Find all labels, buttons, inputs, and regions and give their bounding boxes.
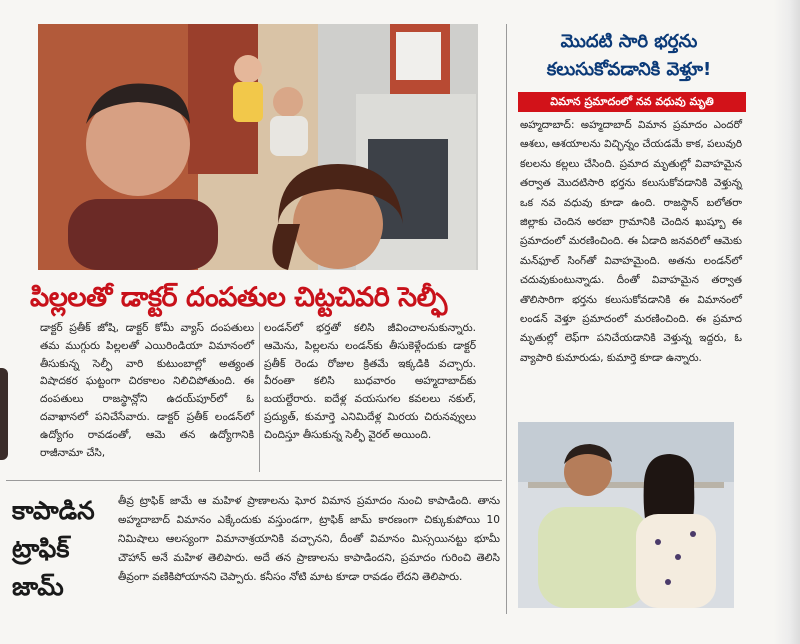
couple-illustration — [518, 422, 734, 608]
adjacent-photo-edge — [0, 368, 8, 460]
main-story-text-2: లండన్‌లో భర్తతో కలిసి జీవించాలనుకున్నారు. ఆమెను, పిల్లలను లండన్‌కు తీసుకెళ్లేందుకు డాక్టర్ ప్రతీక్ రెండు రోజుల క్రితమే ఇక్కడికి వచ్చారు. వీరంతా కలిసి బుధవారం అహ్మదాబాద్‌కు బయల్దేరారు. ఐదేళ్ల వయసుగల కవలలు నకుల్, ప్రద్యుత్, కుమార్తె ఎనిమిదేళ్ల మిరయ చిరునవ్వులు చిందిస్తూ తీసుకున్న సెల్ఫీ వైరల్ అయింది. — [264, 322, 476, 441]
main-story-column-1 — [40, 320, 254, 462]
family-selfie-photo — [38, 24, 478, 270]
main-story-column-2 — [264, 320, 476, 445]
right-headline-line-1: మొదటి సారి భర్తను — [560, 31, 698, 52]
right-story-text: అహ్మదాబాద్: అహ్మదాబాద్ విమాన ప్రమాదం ఎందరో ఆశలు, ఆశయాలను విచ్ఛిన్నం చేయడమే కాక, పలువురి కలలను కల్లలు చేసింది. ప్రమాద మృతుల్లో వివాహమైన తర్వాత మొదటిసారి భర్తను కలుసుకోవడానికి వెళ్తున్న ఒక నవ వధువు కూడా ఉంది. రాజస్థాన్ బలోతరా జిల్లాకు చెందిన అరబా గ్రామానికి చెందిన ఖుష్బూ ఈ ప్రమాదంలో మరణించింది. ఈ ఏడాది జనవరిలో ఆమెకు మన్‌ఫూల్ సింగ్‌తో వివాహమైంది. అతను లండన్‌లో చదువుకుంటున్నాడు. దీంతో వివాహమైన తర్వాత తొలిసారిగా భర్తను కలుసుకోవడానికి ఈ విమానంలో లండన్ వెళ్తూ ప్రమాదంలో మరణించింది. ఈ ప్రమాద మృతుల్లో లెఫ్‌గా పనిచేయడానికి వెళ్తున్న ఇద్దరు, ఓ వ్యాపారి కుమారుడు, కుమార్తె కూడా ఉన్నారు. — [520, 119, 742, 364]
selfie-illustration — [38, 24, 478, 270]
side-story-headline — [12, 492, 112, 606]
side-headline-line-1: కాపాడిన — [12, 496, 95, 525]
torn-paper-edge — [774, 0, 800, 644]
side-story-column — [118, 492, 500, 587]
side-headline-line-3: జామ్ — [12, 572, 64, 601]
right-story-column — [520, 116, 742, 368]
page-column-divider — [506, 24, 507, 614]
side-headline-line-2: ట్రాఫిక్ — [12, 534, 70, 563]
right-story-headline — [518, 28, 740, 84]
section-divider — [6, 480, 502, 481]
right-headline-line-2: కలుసుకోవడానికి వెళ్తూ! — [546, 59, 712, 80]
main-headline: పిల్లలతో డాక్టర్ దంపతుల చిట్టచివరి సెల్ఫీ — [30, 282, 447, 313]
couple-photo — [518, 422, 734, 608]
side-story-text: తీవ్ర ట్రాఫిక్ జామే ఆ మహిళ ప్రాణాలను ఘోర విమాన ప్రమాదం నుంచి కాపాడింది. తాను అహ్మదాబాద్ విమానం ఎక్కేందుకు వస్తుండగా, ట్రాఫిక్ జామ్ కారణంగా చిక్కుకుపోయి 10 నిమిషాలు ఆలస్యంగా విమానాశ్రయానికి వచ్చానని, దీంతో విమానం మిస్సయినట్టు భూమీ చౌహాన్ అనే మహిళ తెలిపారు. అదే తన ప్రాణాలను కాపాడిందని, ప్రమాదం గురించి తెలిసి తీవ్రంగా వణికిపోయానని చెప్పారు. కనీసం నోటి మాట కూడా రావడం లేదని తెలిపారు. — [118, 495, 500, 583]
column-divider — [259, 322, 260, 472]
main-story-text-1: డాక్టర్ ప్రతీక్ జోషి, డాక్టర్ కోమీ వ్యాస్ దంపతులు తమ ముగ్గురు పిల్లలతో ఎయిరిండియా విమానంలో తీసుకున్న సెల్ఫీ వారి కుటుంబాల్లో అత్యంత విషాదకర ఘట్టంగా చిరకాలం నిలిచిపోతుంది. ఈ దంపతులు రాజస్థాన్లోని ఉదయ్‌పూర్‌లో ఓ దవాఖానలో పనిచేసేవారు. డాక్టర్ ప్రతీక్ లండన్‌లో ఉద్యోగం రావడంతో, ఆమె తన ఉద్యోగానికి రాజీనామా చేసి, — [40, 322, 254, 459]
right-story-subhead: విమాన ప్రమాదంలో నవ వధువు మృతి — [518, 92, 746, 112]
